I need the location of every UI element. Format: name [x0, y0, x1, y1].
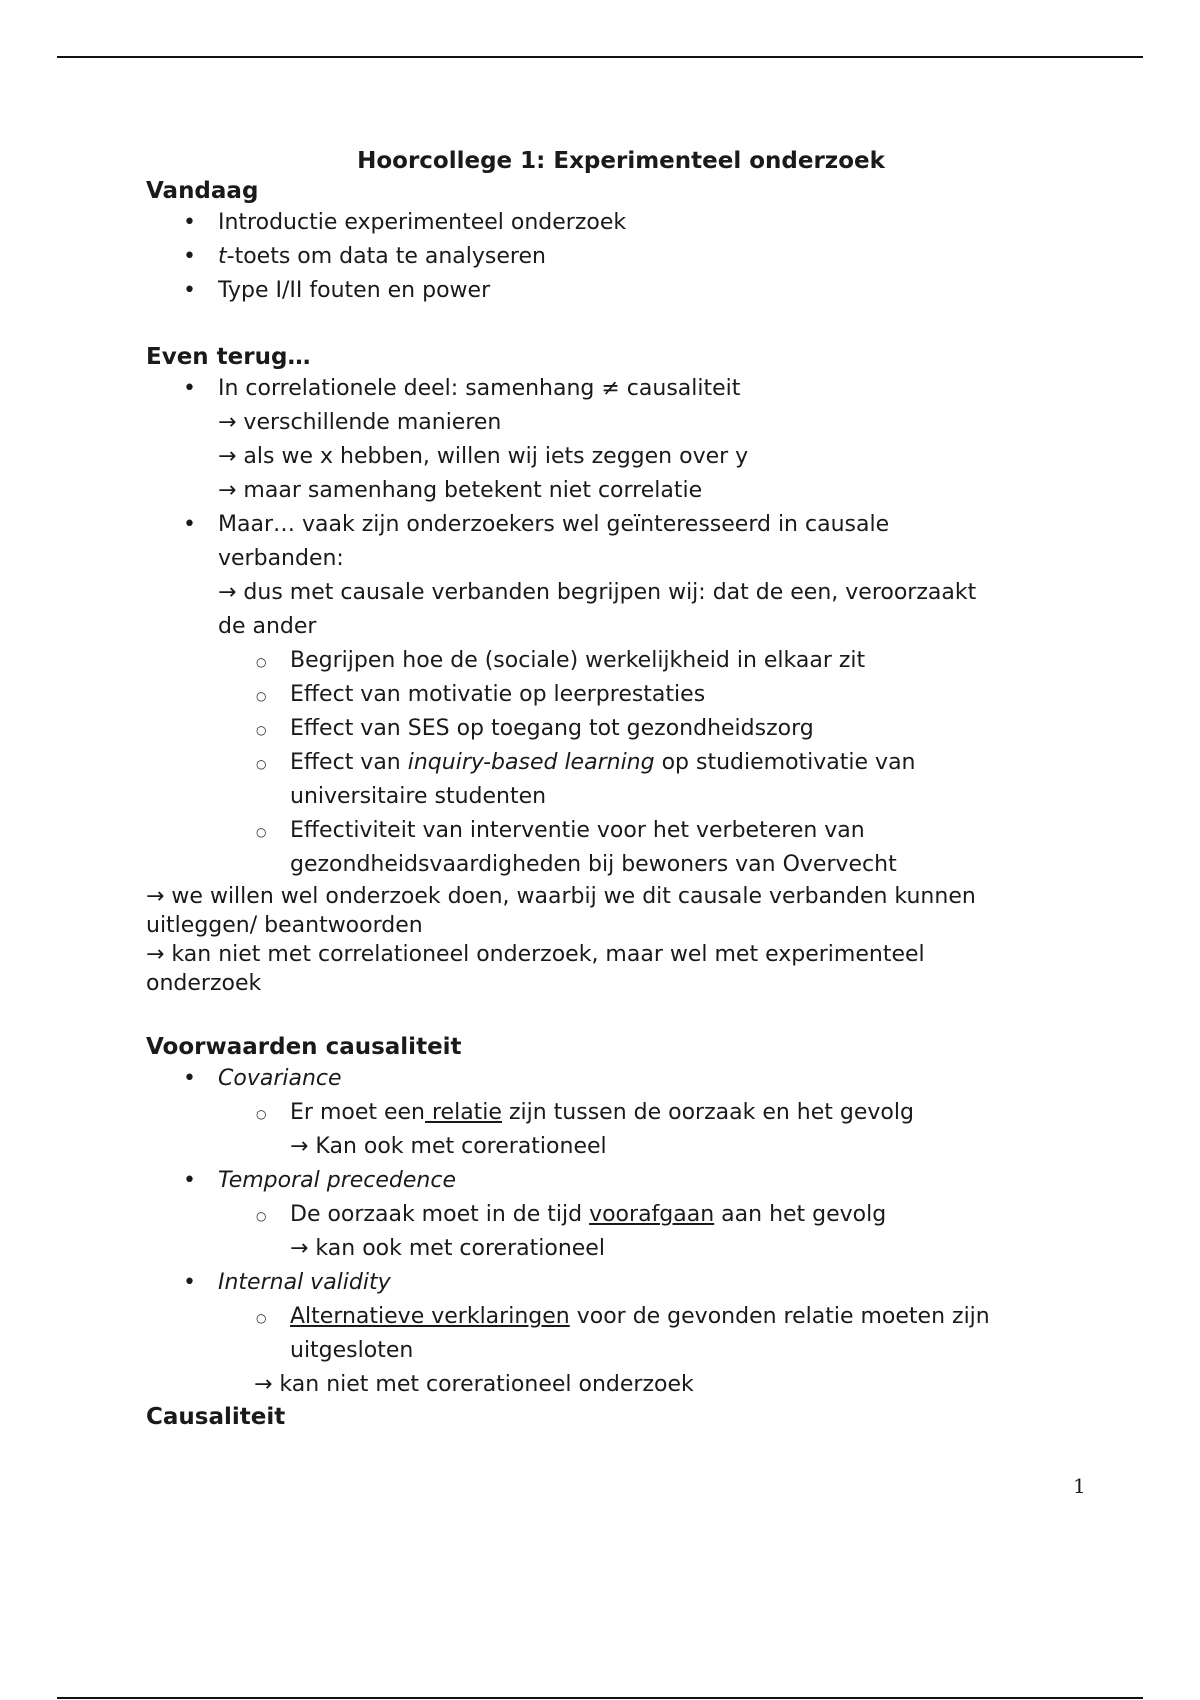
list-item	[146, 1198, 1096, 1266]
italic-term: inquiry-based learning	[407, 750, 655, 775]
bottom-rule	[57, 1697, 1143, 1699]
condition-sublist	[146, 1198, 1096, 1266]
terug-list	[146, 372, 1096, 644]
list-item-text: gezondheidsvaardigheden bij bewoners van Overvecht	[290, 852, 897, 877]
page-number: 1	[1073, 1474, 1086, 1498]
voorwaarden-list	[146, 1164, 1096, 1198]
list-item	[146, 372, 1096, 508]
voorwaarden-list	[146, 1062, 1096, 1096]
list-item-text: universitaire studenten	[290, 784, 547, 809]
underlined-term: voorafgaan	[589, 1202, 715, 1227]
voorwaarden-list	[146, 1266, 1096, 1300]
vandaag-list	[146, 206, 1096, 308]
top-rule	[57, 56, 1143, 58]
list-item	[146, 1266, 1096, 1300]
list-item-text: De oorzaak moet in de tijd	[290, 1202, 590, 1227]
paragraph-line: → we willen wel onderzoek doen, waarbij we dit causale verbanden kunnen	[146, 884, 976, 909]
paragraph-line: uitleggen/ beantwoorden	[146, 913, 423, 938]
list-item-text: ○ Effectiviteit van interventie voor het verbeteren van	[290, 818, 865, 843]
list-item	[146, 1164, 1096, 1198]
heading-vandaag: Vandaag	[146, 178, 259, 204]
arrow-note: → kan niet met corerationeel onderzoek	[254, 1372, 694, 1397]
document-page	[146, 146, 1096, 1432]
list-item: ○ Begrijpen hoe de (sociale) werkelijkheid in elkaar zit	[146, 644, 1096, 678]
list-item	[146, 240, 1096, 274]
arrow-note: → kan ook met corerationeel	[290, 1236, 605, 1261]
arrow-note: → verschillende manieren	[218, 410, 502, 435]
italic-t: t	[218, 244, 227, 269]
list-item: ○ Effect van motivatie op leerprestaties	[146, 678, 1096, 712]
spacer	[146, 998, 1096, 1032]
list-item-text: Effect van	[290, 750, 408, 775]
list-item: ○ Effect van SES op toegang tot gezondheidszorg	[146, 712, 1096, 746]
list-item-text: -toets om data te analyseren	[226, 244, 546, 269]
underlined-term: relatie	[425, 1100, 502, 1125]
paragraph-line: → kan niet met correlationeel onderzoek, maar wel met experimenteel	[146, 942, 925, 967]
arrow-note: de ander	[218, 614, 317, 639]
list-item: • Introductie experimenteel onderzoek	[146, 206, 1096, 240]
condition-sublist	[146, 1096, 1096, 1164]
list-item-text: zijn tussen de oorzaak en het gevolg	[501, 1100, 914, 1125]
spacer	[146, 308, 1096, 342]
list-item	[146, 1062, 1096, 1096]
page-title: Hoorcollege 1: Experimenteel onderzoek	[357, 148, 885, 174]
arrow-note: → maar samenhang betekent niet correlatie	[218, 478, 703, 503]
list-item-text: aan het gevolg	[714, 1202, 887, 1227]
list-item-text: Er moet een	[290, 1100, 425, 1125]
list-item-text: voor de gevonden relatie moeten zijn	[569, 1304, 990, 1329]
list-item-text: verbanden:	[218, 546, 344, 571]
list-item-text: • Maar… vaak zijn onderzoekers wel geïnteresseerd in causale	[218, 512, 890, 537]
list-item	[146, 746, 1096, 814]
condition-term: Internal validity	[218, 1270, 391, 1295]
arrow-note: → Kan ook met corerationeel	[290, 1134, 607, 1159]
condition-term: Covariance	[218, 1066, 342, 1091]
condition-term: Temporal precedence	[218, 1168, 456, 1193]
list-item	[146, 1096, 1096, 1164]
list-item	[146, 508, 1096, 644]
heading-even-terug: Even terug…	[146, 344, 311, 370]
condition-sublist	[146, 1300, 1096, 1368]
heading-voorwaarden: Voorwaarden causaliteit	[146, 1034, 462, 1060]
examples-list	[146, 644, 1096, 882]
paragraph-line: onderzoek	[146, 971, 262, 996]
list-item: • Type I/II fouten en power	[146, 274, 1096, 308]
list-item-text: uitgesloten	[290, 1338, 414, 1363]
list-item	[146, 1300, 1096, 1368]
underlined-term: Alternatieve verklaringen	[290, 1304, 570, 1329]
heading-causaliteit: Causaliteit	[146, 1404, 286, 1430]
conclusion-paragraph	[146, 882, 1096, 998]
list-item-text: In correlationele deel: samenhang ≠ causaliteit	[218, 376, 741, 401]
arrow-note: → dus met causale verbanden begrijpen wij: dat de een, veroorzaakt	[218, 580, 977, 605]
arrow-note: → als we x hebben, willen wij iets zeggen over y	[218, 444, 749, 469]
list-item-text: op studiemotivatie van	[654, 750, 916, 775]
list-item	[146, 814, 1096, 882]
